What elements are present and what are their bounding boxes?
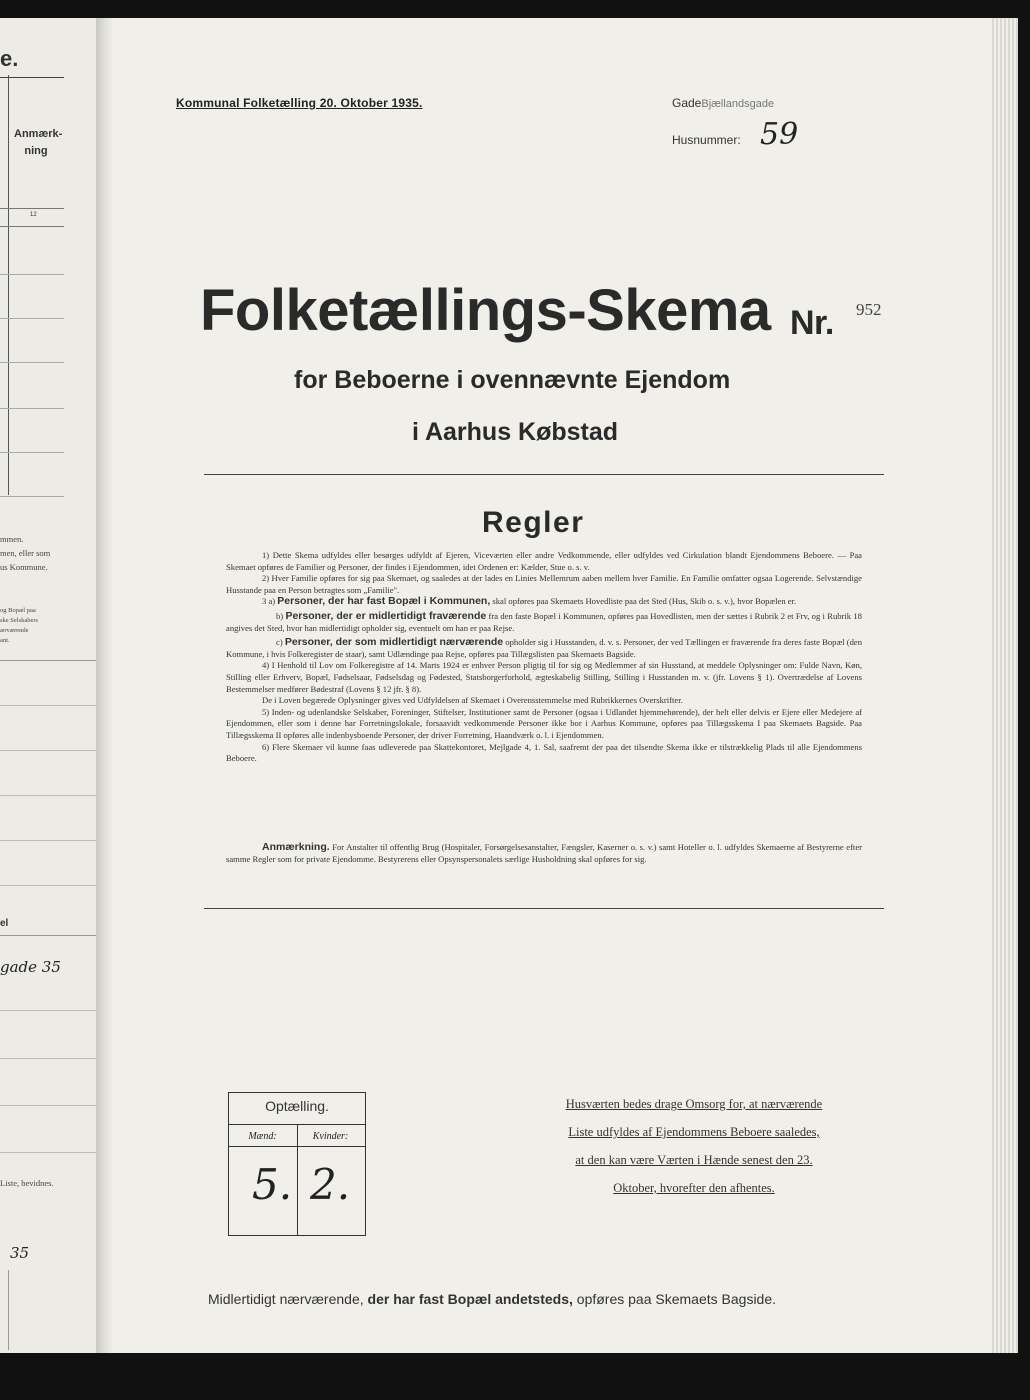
left-table-rule xyxy=(0,840,96,841)
left-fragment-group-2 xyxy=(0,606,38,646)
left-table-rule xyxy=(0,1152,96,1153)
left-handwritten-street: gade 35 xyxy=(0,958,61,976)
rule-3a-text: skal opføres paa Skemaets Hovedliste paa det Sted (Hus, Skib o. s. v.), hvor Bopælen er. xyxy=(492,596,797,607)
women-count: 2. xyxy=(310,1160,351,1209)
left-fragment-group-1 xyxy=(0,532,50,574)
house-number-value: 59 xyxy=(760,117,799,152)
rule-4: 4) I Henhold til Lov om Folkeregistre af 14. Marts 1924 er enhver Person pligtig til for sig og Medlemmer af sin Husstand, at meddele Oplysninger om: Fulde Navn, Køn, Stilling eller Erhverv, Bopæl, Fødselsaar, Fødselsdag og Fødested, Statsborgerforhold, ægteskabelig Stilling, Stilling i Husstanden m. v. (jfr. Lovens § 1). Overtrædelse af Lovens Bestemmelser medfører Bødestraf (Lovens § 12 jfr. § 8). xyxy=(226,660,862,694)
form-subtitle-line2: i Aarhus Købstad xyxy=(412,418,619,446)
form-subtitle-line1: for Beboerne i ovennævnte Ejendom xyxy=(294,366,731,394)
left-column-header xyxy=(14,126,63,160)
left-fragment-line: mmen. xyxy=(0,534,24,544)
left-fragment-el: el xyxy=(0,918,9,929)
form-title: Folketællings-Skema xyxy=(200,278,771,343)
left-fragment-line: og Bopæl paa xyxy=(0,607,36,614)
women-label: Kvinder: xyxy=(312,1131,349,1142)
left-table-rule xyxy=(0,1010,96,1011)
left-fragment-line: us Kommune. xyxy=(0,562,48,572)
left-column-header-line1: Anmærk- xyxy=(14,128,63,140)
left-table-rule xyxy=(0,935,96,936)
left-table-rule xyxy=(0,795,96,796)
rule-4b: De i Loven begærede Oplysninger gives ved Udfyldelsen af Skemaet i Overensstemmelse med Rubrikkernes Overskrifter. xyxy=(262,695,683,706)
rule-3b-heading: Personer, der er midlertidigt fraværende xyxy=(285,609,487,622)
rule-1: 1) Dette Skema udfyldes eller besørges udfyldt af Ejeren, Viceværten eller andre Vedkommende, eller udfyldes ved Cirkulation blandt Ejendommens Beboere. — Paa Skemaet opføres de Familier og Personer, der findes i Ejendommen, idet Ordenen er: Kælder, Stue o. s. v. xyxy=(226,550,862,572)
count-box-title: Optælling. xyxy=(265,1098,329,1114)
rule-3b-label: b) xyxy=(276,610,284,621)
footer-part3: opføres paa Skemaets Bagside. xyxy=(576,1291,777,1307)
rule-3b-text: fra den faste Bopæl i Kommunen, opføres paa Hovedlisten, men der sættes i Rubrik 2 et Frv, og i Rubrik 18 angives det Sted, hvor han midlertidigt opholder sig, eventuelt om han er paa Rejse. xyxy=(226,610,862,633)
rule-3c xyxy=(226,637,862,660)
landlord-notice-line: Liste udfyldes af Ejendommens Beboere saaledes, xyxy=(568,1125,820,1139)
landlord-notice-line: Oktober, hvorefter den afhentes. xyxy=(613,1181,775,1195)
left-fragment-bevidnes: Liste, bevidnes. xyxy=(0,1178,54,1188)
street-field xyxy=(672,96,774,110)
count-box-divider xyxy=(297,1124,298,1235)
landlord-notice-line: Husværten bedes drage Omsorg for, at nærværende xyxy=(565,1097,823,1111)
left-table-rule xyxy=(0,208,64,209)
footer-note xyxy=(208,1291,888,1307)
left-table-rule xyxy=(0,660,96,661)
rules-heading: Regler xyxy=(482,506,585,539)
left-fragment-line: ant. xyxy=(0,637,10,644)
street-label: Gade xyxy=(672,96,702,110)
rule-3a xyxy=(226,596,862,608)
title-divider xyxy=(204,474,884,475)
men-label: Mænd: xyxy=(248,1131,277,1142)
left-table-rule xyxy=(0,318,64,319)
left-column-header-line2: ning xyxy=(24,145,48,157)
note-divider xyxy=(204,908,884,909)
footer-part2: der har fast Bopæl andetsteds, xyxy=(367,1291,573,1307)
left-table-rule xyxy=(0,226,64,227)
rule-5: 5) Inden- og udenlandske Selskaber, Foreninger, Stiftelser, Institutioner samt de Personer (ogsaa i Udlandet hjemmehørende), der helt eller delvis er Ejere eller Medejere af Ejendommen, eller som i denne har Forretningslokale, forsaavidt vedkommende Personer ikke bor i Aarhus Kommune, opføres paa Tillægsskema I paa Skemaets Bagside. Paa Tillægsskema II opføres alle indenbysboende Personer, der driver Forretning, Haandværk o. l. i Ejendommen. xyxy=(226,706,862,740)
rule-3c-label: c) xyxy=(276,637,283,648)
left-table-rule xyxy=(0,1058,96,1059)
note-label: Anmærkning. xyxy=(262,841,330,853)
rule-3c-heading: Personer, der som midlertidigt nærværende xyxy=(284,636,504,649)
left-table-rule xyxy=(0,496,64,497)
rule-2: 2) Hver Familie opføres for sig paa Skemaet, og saaledes at der lades en Linies Mellemrum aaben mellem hver Familie. En Familie omfatter ogsaa Logerende. Selvstændige Husstande paa en Person betragtes som „Familie". xyxy=(226,573,862,595)
left-column-number: 12 xyxy=(30,212,37,218)
left-table-rule xyxy=(0,885,96,886)
left-handwritten-bottom: 35 xyxy=(10,1244,30,1262)
rule-3c-text: opholder sig i Husstanden, d. v. s. Personer, der ved Tællingen er fraværende fra deres faste Bopæl (den Kommune, i hvis Folkeregister de staar), samt Udlændinge paa Rejse, opføres paa Tillægslisten paa Skemaets Bagside. xyxy=(226,637,863,659)
left-table-top-rule xyxy=(0,77,64,78)
landlord-notice-line: at den kan være Værten i Hænde senest den 23. xyxy=(575,1153,813,1167)
left-table-rule xyxy=(0,408,64,409)
left-table-rule xyxy=(0,750,96,751)
rule-3b xyxy=(226,611,862,634)
form-number-value: 952 xyxy=(856,300,882,319)
page-edges xyxy=(992,18,1018,1353)
left-fragment-line: ærværende xyxy=(0,627,29,634)
left-table-rule xyxy=(0,362,64,363)
census-header-title: Kommunal Folketælling 20. Oktober 1935. xyxy=(176,96,423,110)
left-page-top-char: e. xyxy=(0,46,19,71)
left-table-rule xyxy=(0,705,96,706)
rule-3a-heading: Personer, der har fast Bopæl i Kommunen, xyxy=(277,595,491,608)
left-table-rule xyxy=(0,1105,96,1106)
footer-part1: Midlertidigt nærværende, xyxy=(208,1291,364,1307)
left-fragment-line: ske Selskabers xyxy=(0,617,39,624)
left-table-rule xyxy=(0,452,64,453)
form-number-label: Nr. xyxy=(790,304,834,342)
note-paragraph xyxy=(226,842,862,865)
left-table-border xyxy=(8,1270,9,1350)
note-text: For Anstalter til offentlig Brug (Hospitaler, Forsørgelsesanstalter, Fængsler, Kaserner o. s. v.) samt Hoteller o. l. udfyldes Skemaerne af Bestyrerne efter samme Regler som for private Ejendomme. Bestyrerens eller Opsynspersonalets særlige Husholdning skal opføres for sig. xyxy=(226,842,862,864)
left-table-border xyxy=(8,75,9,495)
note-block xyxy=(226,842,862,865)
landlord-notice xyxy=(504,1090,884,1202)
left-fragment-line: men, eller som xyxy=(0,548,51,558)
house-number-label: Husnummer: xyxy=(672,133,741,147)
rule-6: 6) Flere Skemaer vil kunne faas udleverede paa Skattekontoret, Mejlgade 4, 1. Sal, saafremt der paa det tilsendte Skema ikke er tilstrækkelig Plads til alle Ejendommens Beboere. xyxy=(226,741,862,764)
rule-3a-label: 3 a) xyxy=(262,596,276,607)
left-table-rule xyxy=(0,274,64,275)
rules-body xyxy=(226,550,862,765)
men-count: 5. xyxy=(252,1160,293,1209)
street-value: Bjællandsgade xyxy=(701,98,775,110)
